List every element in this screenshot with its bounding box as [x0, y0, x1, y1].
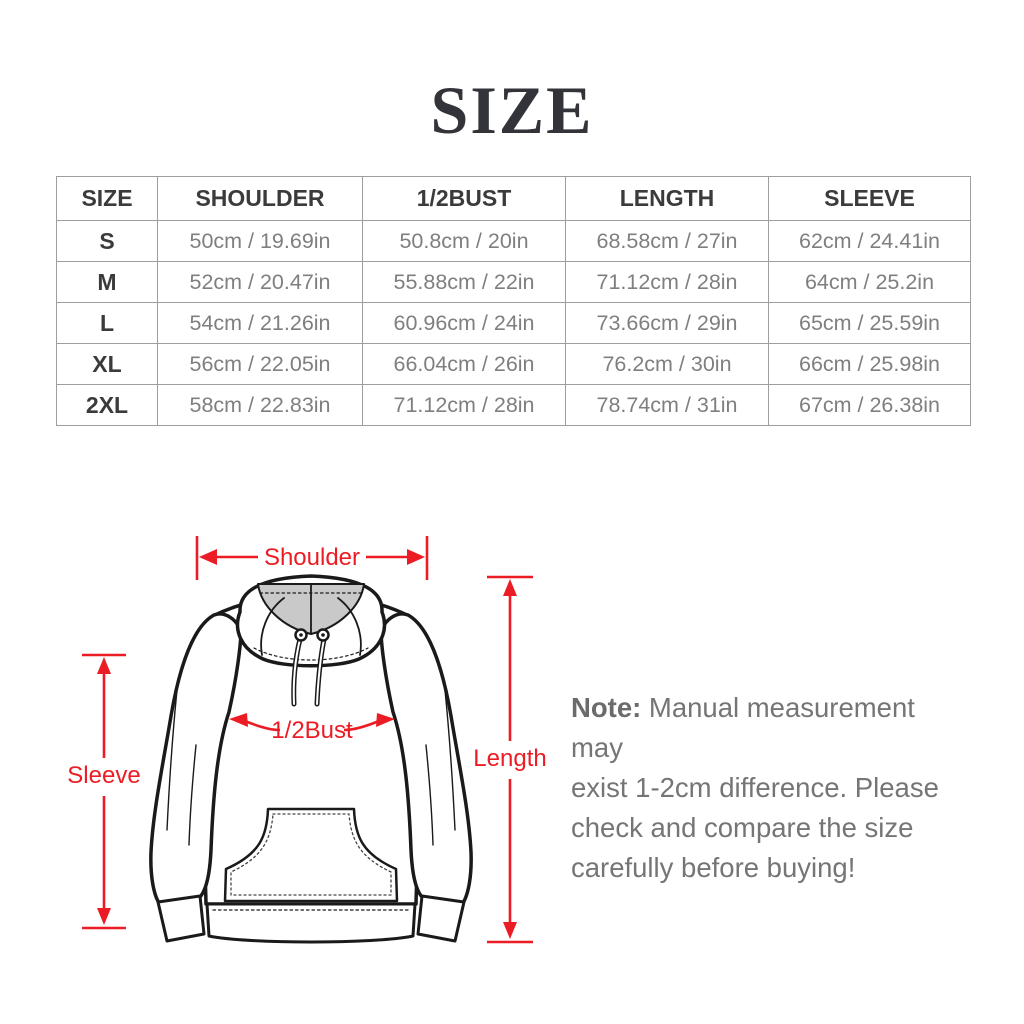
sleeve-arrowhead-bottom [97, 908, 111, 925]
cuff-left [158, 896, 204, 941]
cell-shoulder: 54cm / 21.26in [158, 303, 363, 344]
cell-length: 68.58cm / 27in [566, 221, 769, 262]
measurement-note [571, 688, 971, 888]
cell-size: L [57, 303, 158, 344]
length-arrowhead-top [503, 579, 517, 596]
header-bust: 1/2BUST [363, 177, 566, 221]
cell-sleeve: 62cm / 24.41in [769, 221, 971, 262]
shoulder-label: Shoulder [263, 544, 361, 571]
cell-length: 71.12cm / 28in [566, 262, 769, 303]
header-shoulder: SHOULDER [158, 177, 363, 221]
cell-bust: 71.12cm / 28in [363, 385, 566, 426]
cell-size: XL [57, 344, 158, 385]
length-dimension [473, 577, 546, 942]
header-length: LENGTH [566, 177, 769, 221]
page-title: SIZE [430, 72, 594, 148]
note-line: check and compare the size [571, 812, 914, 843]
sleeve-label: Sleeve [67, 762, 141, 789]
cell-sleeve: 67cm / 26.38in [769, 385, 971, 426]
eyelet-right-hole [321, 633, 325, 637]
shoulder-dimension [197, 536, 427, 580]
cell-shoulder: 50cm / 19.69in [158, 221, 363, 262]
note-line [571, 688, 971, 768]
cell-length: 76.2cm / 30in [566, 344, 769, 385]
cell-bust: 55.88cm / 22in [363, 262, 566, 303]
length-arrowhead-bottom [503, 922, 517, 939]
header-sleeve: SLEEVE [769, 177, 971, 221]
sleeve-dimension [67, 655, 140, 928]
eyelet-left-hole [299, 633, 303, 637]
cell-shoulder: 56cm / 22.05in [158, 344, 363, 385]
hoodie-drawing [151, 576, 471, 942]
shoulder-arrowhead-left [199, 549, 217, 565]
cell-length: 78.74cm / 31in [566, 385, 769, 426]
cell-size: 2XL [57, 385, 158, 426]
note-label: Note: [571, 692, 642, 723]
cell-sleeve: 65cm / 25.59in [769, 303, 971, 344]
shoulder-arrowhead-right [407, 549, 425, 565]
cell-shoulder: 58cm / 22.83in [158, 385, 363, 426]
cell-size: M [57, 262, 158, 303]
cell-size: S [57, 221, 158, 262]
cell-sleeve: 66cm / 25.98in [769, 344, 971, 385]
cell-bust: 50.8cm / 20in [363, 221, 566, 262]
note-text: Manual measurement may [571, 692, 915, 763]
cell-length: 73.66cm / 29in [566, 303, 769, 344]
cell-sleeve: 64cm / 25.2in [769, 262, 971, 303]
bust-label: 1/2Bust [271, 717, 353, 744]
sleeve-arrowhead-top [97, 657, 111, 674]
note-line: carefully before buying! [571, 852, 856, 883]
cell-shoulder: 52cm / 20.47in [158, 262, 363, 303]
note-line: exist 1-2cm difference. Please [571, 772, 939, 803]
cell-bust: 60.96cm / 24in [363, 303, 566, 344]
header-size: SIZE [57, 177, 158, 221]
cuff-right [418, 896, 464, 941]
length-label: Length [473, 745, 547, 772]
cell-bust: 66.04cm / 26in [363, 344, 566, 385]
